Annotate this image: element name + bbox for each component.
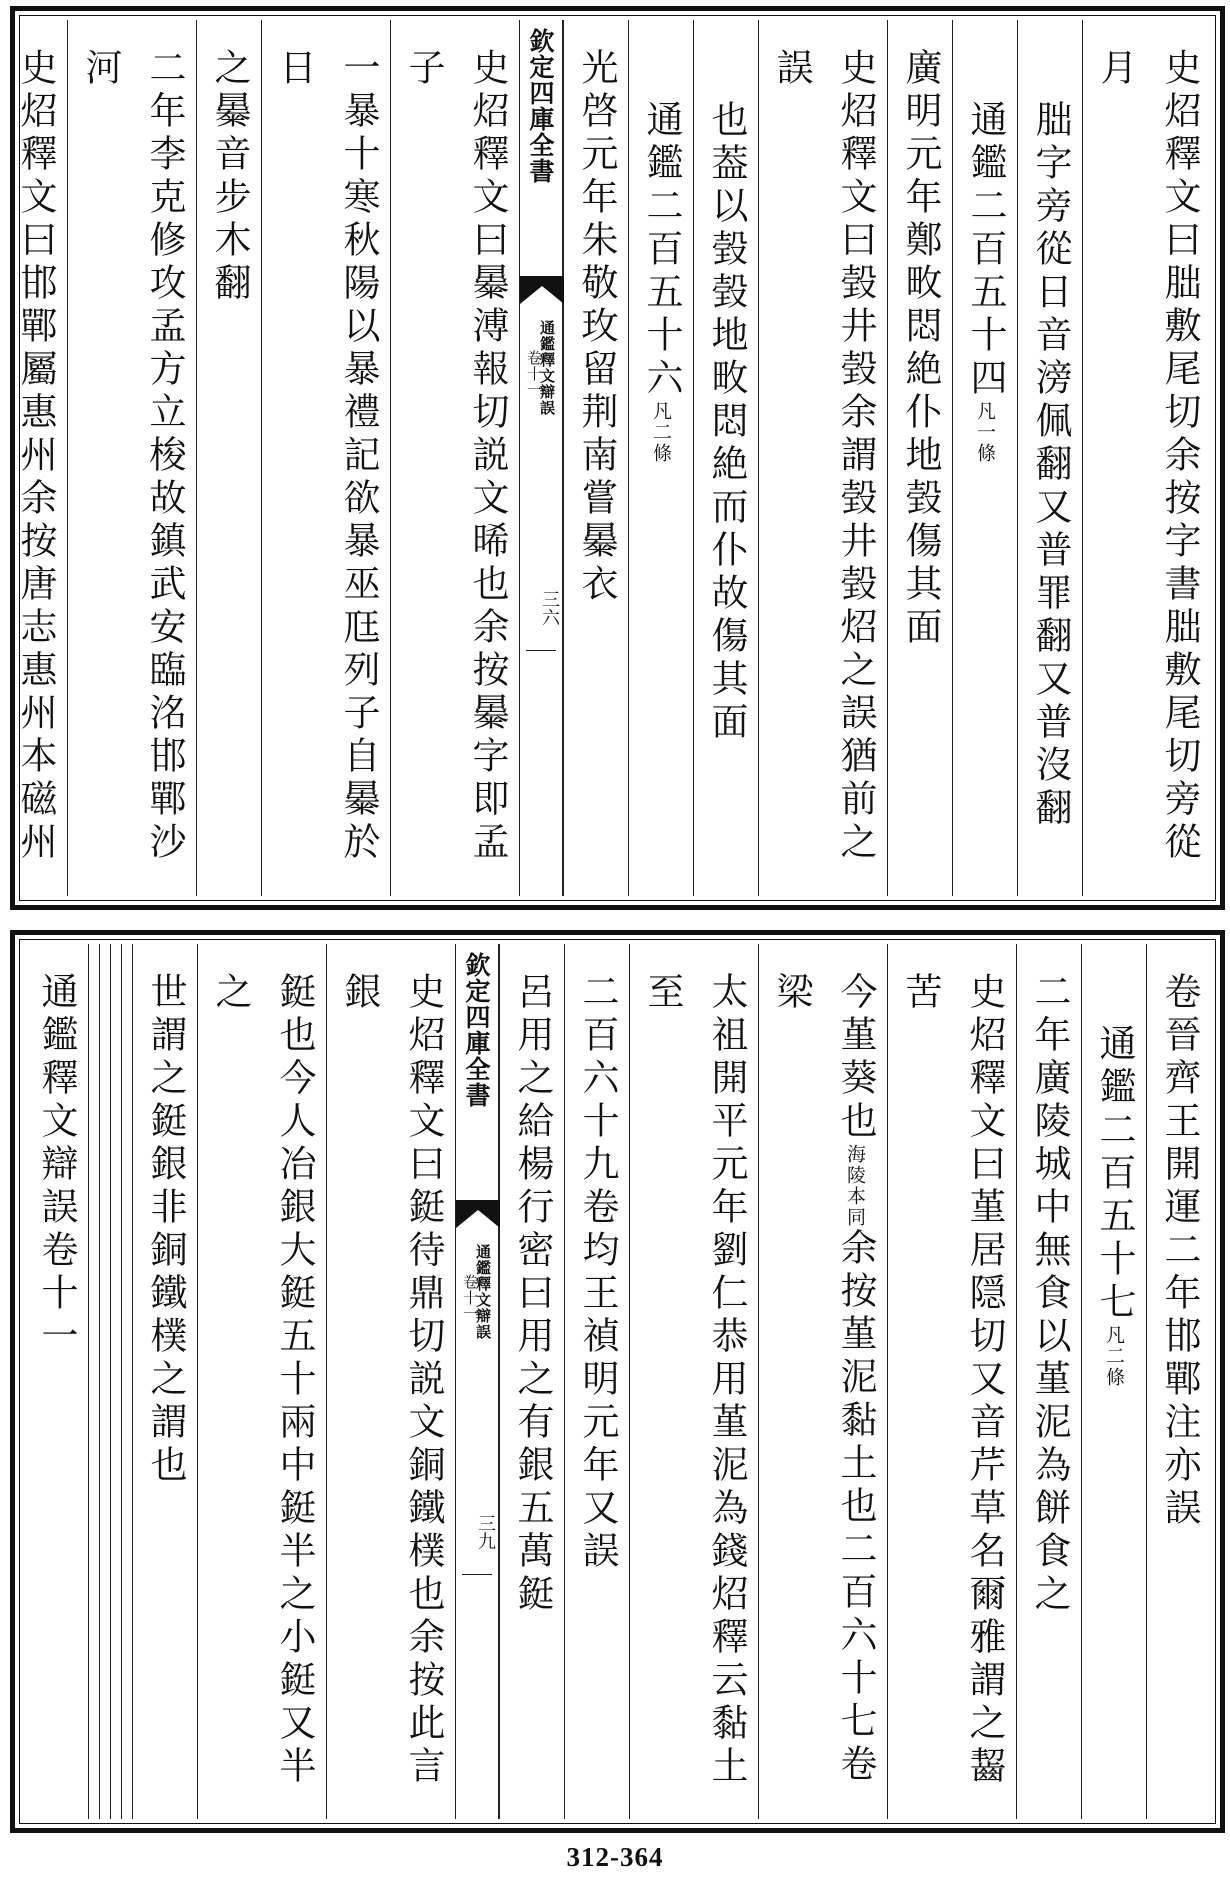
- column-text: 史炤釋文曰朏敷尾切余按字書朏敷尾切旁從月: [1094, 48, 1201, 865]
- fold-book-title: 通鑑釋文辯誤: [474, 1244, 492, 1340]
- upper-columns: [14, 20, 1211, 896]
- column-text: 二年廣陵城中無食以堇泥為餅食之: [1028, 972, 1071, 1617]
- page-number-footer: 312-364: [566, 1842, 664, 1872]
- text-column: [693, 20, 758, 896]
- column-text: 史炤釋文曰鋌待鼎切説文銅鐵樸也余按此言銀: [338, 972, 445, 1789]
- interlinear-note: 凡一條: [974, 401, 996, 464]
- column-text: 通鑑釋文辯誤卷十一: [35, 972, 78, 1359]
- text-column: [952, 20, 1017, 896]
- fishtail-mark: [520, 270, 564, 310]
- lower-page: [10, 930, 1225, 1833]
- fold-divider: [462, 1574, 492, 1575]
- text-column: [758, 944, 887, 1819]
- column-text: 廣明元年鄭畋悶絶仆地㲄傷其面: [899, 48, 942, 650]
- column-text: 卷晉齊王開運二年邯鄲注亦誤: [1158, 972, 1201, 1531]
- text-column: [99, 944, 110, 1819]
- text-column: [196, 20, 261, 896]
- column-text: 二年李克修攻孟方立梭故鎮武安臨洺邯鄲沙河: [79, 48, 186, 865]
- column-text: 世謂之鋌銀非銅鐵樸之謂也: [144, 972, 187, 1488]
- fold-title: 欽定四庫全書: [526, 28, 555, 184]
- text-column: [24, 944, 88, 1819]
- fold-page-number: 三九: [475, 1514, 496, 1550]
- column-text: 史炤釋文曰堇居隠切又音芹草名爾雅謂之齧苦: [899, 972, 1006, 1789]
- column-text: 一暴十寒秋陽以暴禮記欲暴巫尫列子自㬥於日: [273, 48, 380, 865]
- fold-page-number: 三六: [539, 590, 560, 626]
- text-column: [197, 944, 326, 1819]
- text-column: [390, 20, 519, 896]
- fold-subtitle: [456, 1244, 498, 1504]
- text-column: [564, 944, 629, 1819]
- text-column: [887, 944, 1016, 1819]
- text-column: [67, 20, 196, 896]
- column-text: 呂用之給楊行密曰用之有銀五萬鋌: [511, 972, 554, 1617]
- text-column: [132, 944, 197, 1819]
- text-column: [261, 20, 390, 896]
- column-text: 也葢以㲄㲄地畋悶絶而仆故傷其面: [705, 100, 748, 745]
- column-text: 二百六十九卷均王禎明元年又誤: [576, 972, 619, 1574]
- column-text: 光啓元年朱敬玫留荆南嘗㬥衣: [575, 48, 618, 607]
- text-column: [1081, 944, 1146, 1819]
- fold-subtitle: [520, 320, 562, 580]
- fishtail-mark: [456, 1194, 500, 1234]
- column-text: 之㬥音步木翻: [208, 48, 251, 306]
- fold-volume: 卷十一: [525, 350, 543, 398]
- column-text: 今堇葵也: [834, 972, 877, 1144]
- text-column: [887, 20, 952, 896]
- column-text: 史炤釋文曰㬥溥報切説文晞也余按㬥字即孟子: [402, 48, 509, 865]
- text-column: [0, 20, 67, 896]
- column-text: 通鑑二百五十七: [1093, 1024, 1136, 1325]
- text-column: [499, 944, 564, 1819]
- fold-book-title: 通鑑釋文辯誤: [538, 320, 556, 416]
- interlinear-note: 凡二條: [1103, 1325, 1125, 1388]
- text-column: [1016, 944, 1081, 1819]
- column-text: 太祖開平元年劉仁恭用堇泥為錢炤釋云黏土至: [641, 972, 748, 1789]
- text-column: [121, 944, 132, 1819]
- column-text: 朏字旁從日音滂佩翻又普罪翻又普沒翻: [1029, 100, 1072, 831]
- interlinear-note: 凡二條: [650, 401, 672, 464]
- column-text: 通鑑二百五十四: [964, 100, 1007, 401]
- text-column: [563, 20, 628, 896]
- fold-divider: [526, 650, 556, 651]
- text-column: [1146, 944, 1211, 1819]
- fold-volume: 卷十一: [461, 1274, 479, 1322]
- text-column: [110, 944, 121, 1819]
- text-column: [628, 20, 693, 896]
- center-fold: [455, 944, 499, 1819]
- fold-title: 欽定四庫全書: [462, 952, 491, 1108]
- column-text-continued: 余按堇泥黏土也二百六十七卷梁: [770, 972, 877, 1787]
- center-fold: [519, 20, 563, 896]
- text-column: [326, 944, 455, 1819]
- lower-columns: [24, 944, 1211, 1819]
- text-column: [758, 20, 887, 896]
- column-text: 史炤釋文曰邯鄲屬惠州余按唐志惠州本磁州: [14, 48, 57, 865]
- interlinear-note: 海陵本同: [844, 1144, 866, 1228]
- column-text: 通鑑二百五十六: [640, 100, 683, 401]
- text-column: [1017, 20, 1082, 896]
- upper-page: [10, 6, 1225, 910]
- text-column: [88, 944, 99, 1819]
- text-column: [1082, 20, 1211, 896]
- text-column: [629, 944, 758, 1819]
- column-text: 史炤釋文曰㲄井㲄余謂㲄井㲄炤之誤猶前之誤: [770, 48, 877, 865]
- column-text: 鋌也今人冶銀大鋌五十兩中鋌半之小鋌又半之: [209, 972, 316, 1789]
